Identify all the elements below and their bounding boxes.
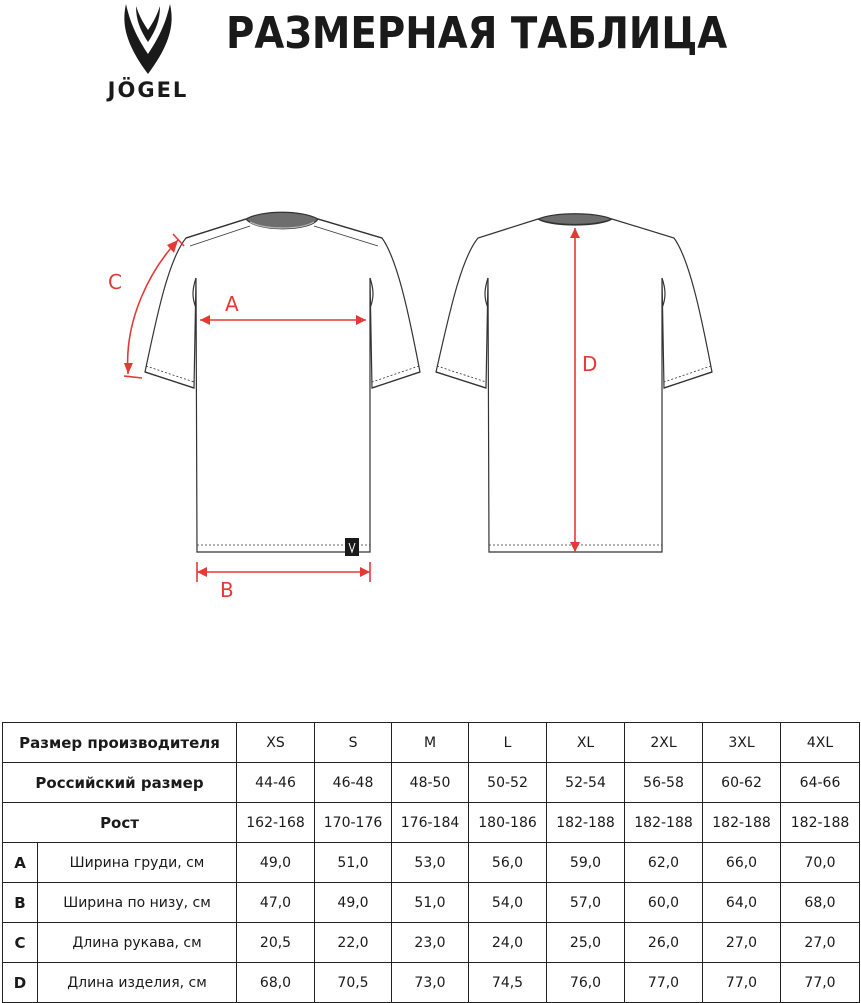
table-cell: 73,0 — [392, 963, 469, 1003]
table-cell: 176-184 — [392, 803, 469, 843]
table-cell: 68,0 — [237, 963, 315, 1003]
tshirt-diagram — [0, 200, 861, 620]
table-cell: 77,0 — [703, 963, 781, 1003]
tshirt-front-view — [145, 212, 420, 556]
table-cell: 53,0 — [392, 843, 469, 883]
table-cell: 74,5 — [469, 963, 547, 1003]
table-cell: 2XL — [625, 723, 703, 763]
page-title: РАЗМЕРНАЯ ТАБЛИЦА — [226, 8, 728, 59]
table-cell: 60,0 — [625, 883, 703, 923]
table-cell: 180-186 — [469, 803, 547, 843]
table-cell: 24,0 — [469, 923, 547, 963]
table-cell: 62,0 — [625, 843, 703, 883]
measure-label: Длина изделия, см — [38, 963, 237, 1003]
dimension-label-c: C — [108, 270, 122, 294]
brand-logo — [92, 2, 204, 102]
table-cell: 47,0 — [237, 883, 315, 923]
table-cell: 46-48 — [315, 763, 392, 803]
table-header-row — [3, 723, 860, 763]
brand-emblem-icon — [120, 2, 176, 76]
table-cell: 3XL — [703, 723, 781, 763]
table-cell: 48-50 — [392, 763, 469, 803]
table-cell: 25,0 — [547, 923, 625, 963]
table-cell: 27,0 — [781, 923, 860, 963]
table-cell: 20,5 — [237, 923, 315, 963]
table-row — [3, 843, 860, 883]
table-cell: 56,0 — [469, 843, 547, 883]
measure-letter: A — [3, 843, 38, 883]
table-cell: 66,0 — [703, 843, 781, 883]
measure-letter: C — [3, 923, 38, 963]
table-row — [3, 963, 860, 1003]
tshirt-back-view — [436, 214, 712, 552]
dimension-label-b: B — [220, 578, 234, 602]
row-label: Размер производителя — [3, 723, 237, 763]
measure-letter: B — [3, 883, 38, 923]
table-cell: 60-62 — [703, 763, 781, 803]
table-cell: 59,0 — [547, 843, 625, 883]
table-cell: L — [469, 723, 547, 763]
measure-label: Ширина по низу, см — [38, 883, 237, 923]
table-cell: 70,5 — [315, 963, 392, 1003]
table-row — [3, 883, 860, 923]
table-cell: 22,0 — [315, 923, 392, 963]
table-cell: 68,0 — [781, 883, 860, 923]
dimension-lines-back — [570, 228, 580, 552]
brand-name: JÖGEL — [107, 78, 189, 102]
measure-label: Длина рукава, см — [38, 923, 237, 963]
size-table — [2, 722, 860, 1003]
table-cell: 182-188 — [547, 803, 625, 843]
table-cell: 64-66 — [781, 763, 860, 803]
table-cell: 170-176 — [315, 803, 392, 843]
table-cell: XS — [237, 723, 315, 763]
table-cell: 64,0 — [703, 883, 781, 923]
measure-letter: D — [3, 963, 38, 1003]
dimension-lines-front — [124, 234, 370, 582]
table-cell: M — [392, 723, 469, 763]
table-cell: 57,0 — [547, 883, 625, 923]
table-cell: 70,0 — [781, 843, 860, 883]
table-cell: 52-54 — [547, 763, 625, 803]
table-cell: 26,0 — [625, 923, 703, 963]
table-cell: 77,0 — [781, 963, 860, 1003]
measure-label: Ширина груди, см — [38, 843, 237, 883]
table-cell: 182-188 — [625, 803, 703, 843]
table-cell: 51,0 — [392, 883, 469, 923]
table-cell: 23,0 — [392, 923, 469, 963]
table-header-row — [3, 803, 860, 843]
dimension-label-a: A — [225, 292, 239, 316]
table-cell: S — [315, 723, 392, 763]
row-label: Рост — [3, 803, 237, 843]
table-header-row — [3, 763, 860, 803]
table-cell: 182-188 — [703, 803, 781, 843]
table-cell: 162-168 — [237, 803, 315, 843]
tshirt-drawing — [0, 200, 861, 620]
table-cell: 50-52 — [469, 763, 547, 803]
table-cell: 182-188 — [781, 803, 860, 843]
table-cell: XL — [547, 723, 625, 763]
table-row — [3, 923, 860, 963]
row-label: Российский размер — [3, 763, 237, 803]
table-cell: 27,0 — [703, 923, 781, 963]
page-header — [0, 0, 861, 110]
table-cell: 51,0 — [315, 843, 392, 883]
dimension-label-d: D — [582, 352, 598, 376]
table-cell: 44-46 — [237, 763, 315, 803]
table-cell: 54,0 — [469, 883, 547, 923]
table-cell: 49,0 — [237, 843, 315, 883]
table-cell: 77,0 — [625, 963, 703, 1003]
table-cell: 56-58 — [625, 763, 703, 803]
table-cell: 76,0 — [547, 963, 625, 1003]
table-cell: 4XL — [781, 723, 860, 763]
table-cell: 49,0 — [315, 883, 392, 923]
